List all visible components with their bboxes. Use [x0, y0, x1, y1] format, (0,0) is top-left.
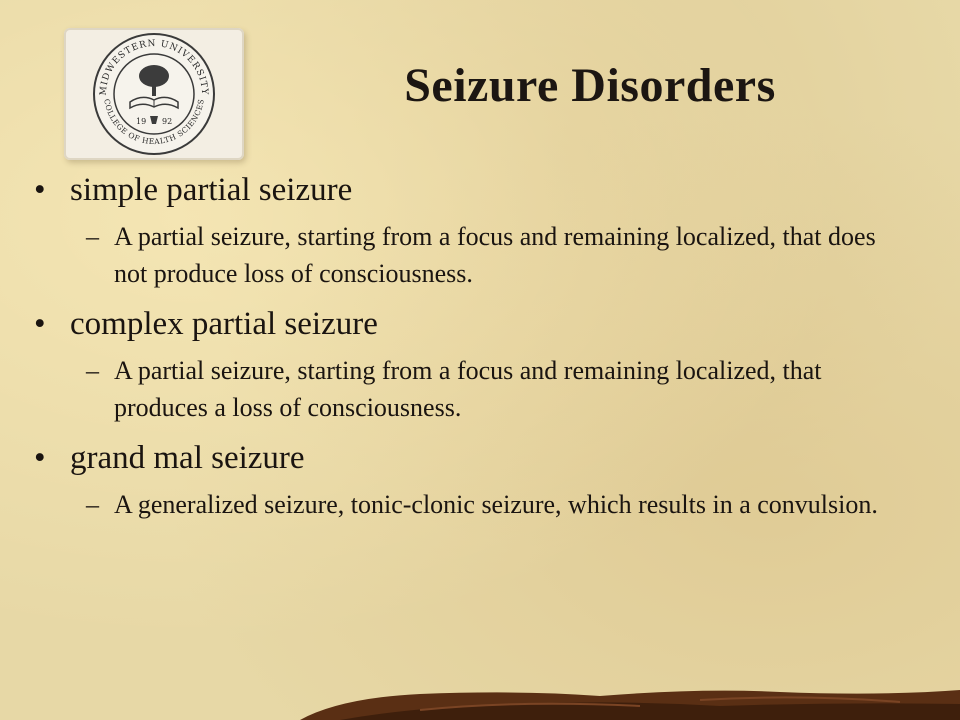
decorative-wood-border [0, 680, 960, 720]
seal-year-left: 19 [136, 117, 147, 126]
bullet-item [34, 438, 934, 478]
university-seal-logo [64, 28, 244, 160]
bullet-dot: • [34, 440, 46, 476]
sub-bullet-item [34, 218, 914, 292]
sub-bullet-item [34, 486, 914, 523]
bullet-text: simple partial seizure [70, 172, 353, 208]
bullet-list [34, 170, 934, 535]
seal-text-bottom: COLLEGE OF HEALTH SCIENCES [102, 98, 206, 147]
sub-bullet-text: A generalized seizure, tonic-clonic seizure, which results in a convulsion. [114, 490, 878, 519]
sub-bullet-dash: – [86, 356, 99, 385]
seal-year-right: 92 [162, 117, 173, 126]
sub-bullet-dash: – [86, 490, 99, 519]
sub-bullet-item [34, 352, 914, 426]
bullet-dot: • [34, 172, 46, 208]
sub-bullet-text: A partial seizure, starting from a focus and remaining localized, that does not produce loss of consciousness. [114, 222, 876, 288]
sub-bullet-dash: – [86, 222, 99, 251]
slide-title: Seizure Disorders [404, 59, 776, 112]
bullet-text: grand mal seizure [70, 440, 305, 476]
bullet-item [34, 304, 934, 344]
sub-bullet-text: A partial seizure, starting from a focus and remaining localized, that produces a loss of consciousness. [114, 356, 822, 422]
bullet-text: complex partial seizure [70, 306, 378, 342]
bullet-item [34, 170, 934, 210]
seal-graphic [64, 28, 244, 160]
seal-text-top: MIDWESTERN UNIVERSITY [98, 38, 210, 96]
bullet-dot: • [34, 306, 46, 342]
